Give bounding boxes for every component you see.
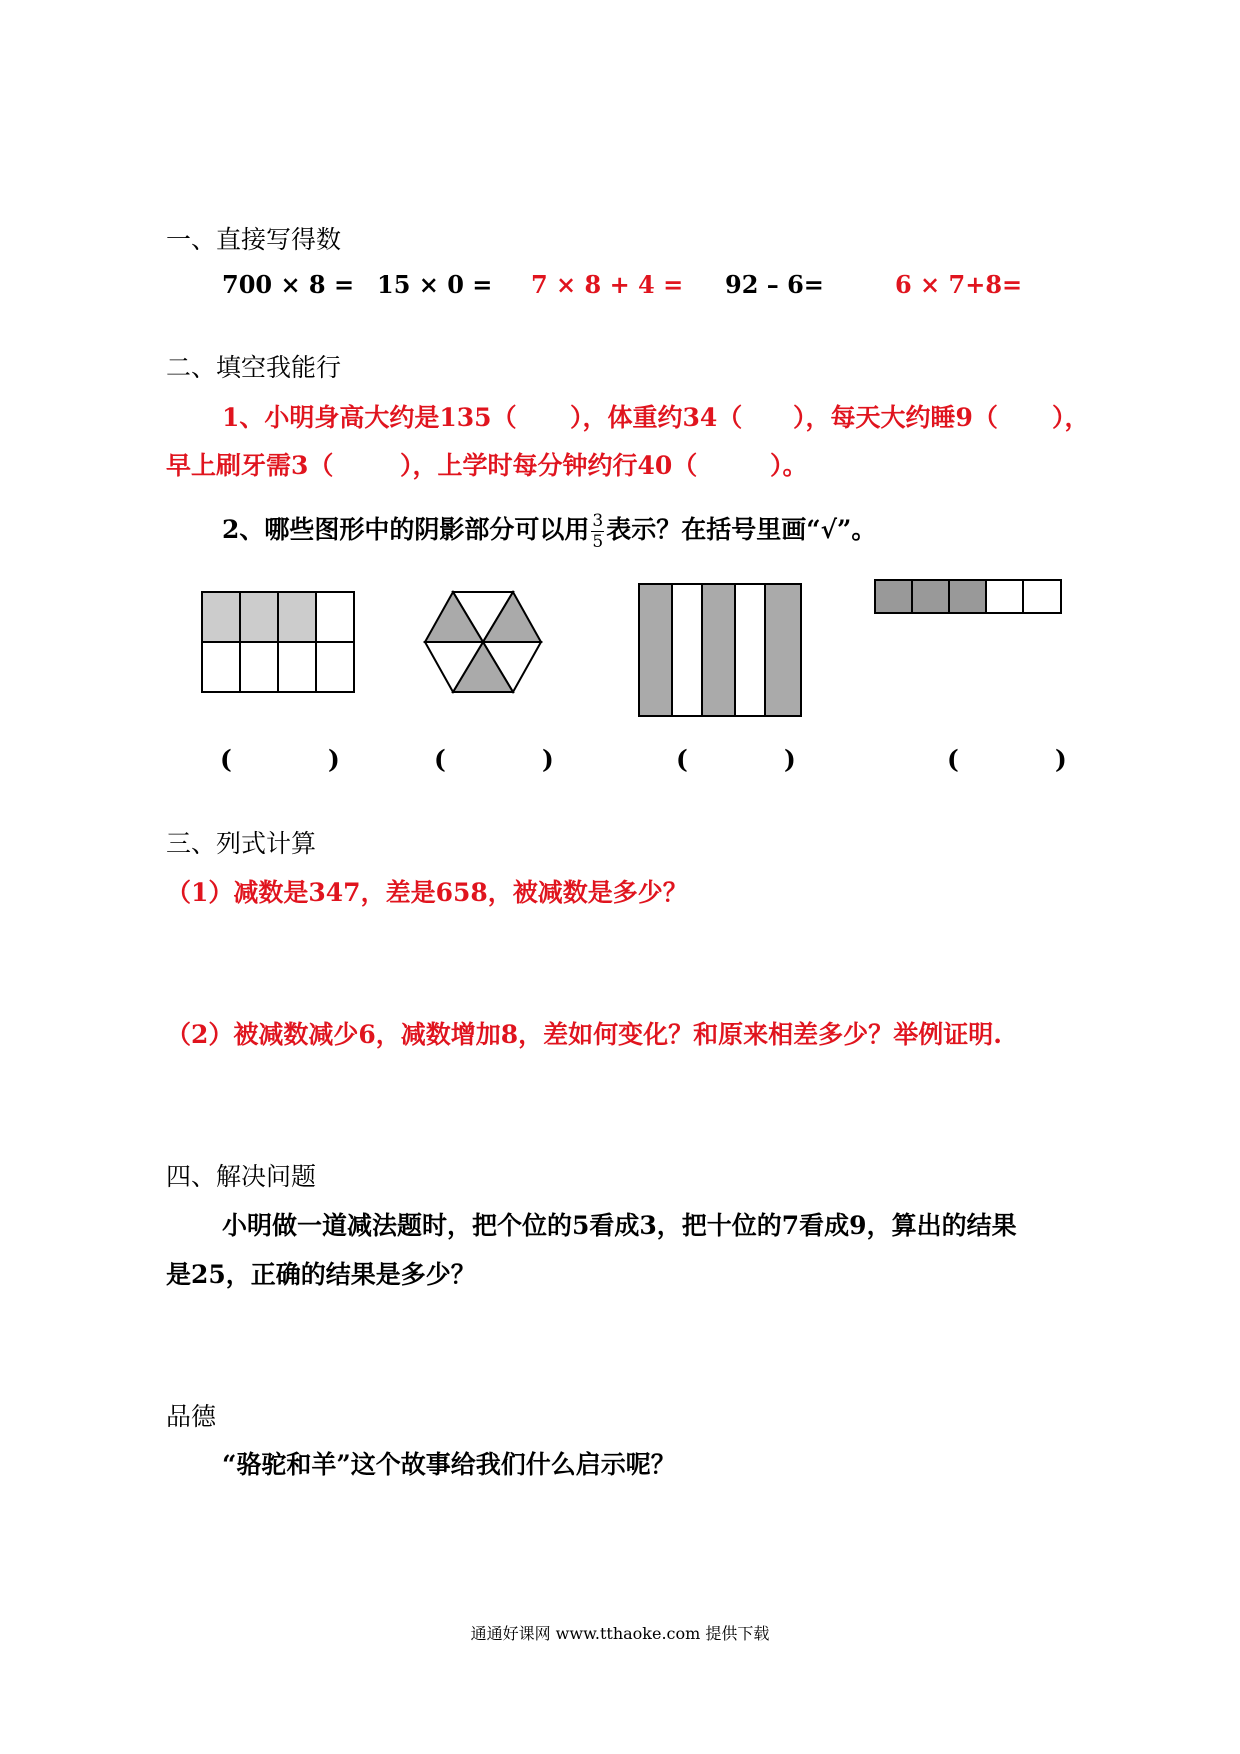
calc-item-5: 6 × 7+8= (895, 270, 1023, 299)
fill-q1-part5: 早上刷牙需3（ (166, 451, 334, 480)
fraction-denominator: 5 (592, 532, 604, 552)
fill-q1-part4: ）， (1052, 403, 1090, 432)
answer-paren-4-close: ) (1055, 745, 1067, 774)
fraction-numerator: 3 (592, 511, 604, 531)
calc-item-3: 7 × 8 + 4 = (531, 270, 684, 299)
answer-paren-2-open: ( (434, 745, 446, 774)
problem-line-2: 是25，正确的结果是多少？ (166, 1260, 476, 1289)
fill-q2-after: 表示？在括号里画“√”。 (606, 515, 877, 544)
answer-paren-3-close: ) (784, 745, 796, 774)
calc-item-2: 15 × 0 = (377, 270, 493, 299)
fraction-three-fifths (591, 511, 604, 552)
answer-paren-2-close: ) (542, 745, 554, 774)
grid-shape (200, 590, 356, 694)
section5-heading: 品德 (166, 1402, 217, 1431)
fill-q1-part3: ），每天大约睡9（ (793, 403, 998, 432)
stripes-shape (637, 582, 803, 718)
fill-q1-part2: ），体重约34（ (570, 403, 743, 432)
calc-q1: （1）减数是347，差是658，被减数是多少？ (166, 878, 688, 907)
calc-item-4: 92 – 6= (725, 270, 824, 299)
section3-heading: 三、列式计算 (166, 829, 317, 858)
footer-text: 通通好课网 www.tthaoke.com 提供下载 (470, 1624, 770, 1643)
calc-item-1: 700 × 8 = (222, 270, 355, 299)
answer-paren-4-open: ( (947, 745, 959, 774)
fill-q2-before: 2、哪些图形中的阴影部分可以用 (222, 515, 590, 544)
section4-heading: 四、解决问题 (166, 1162, 317, 1191)
section2-heading: 二、填空我能行 (166, 353, 342, 382)
fill-q1-part6: ），上学时每分钟约行40（ (400, 451, 698, 480)
fill-q1-part1: 1、小明身高大约是135（ (222, 403, 517, 432)
bar-shape (873, 578, 1063, 615)
fill-q1-part7: ）。 (770, 451, 808, 480)
answer-paren-3-open: ( (676, 745, 688, 774)
hexagon-shape (423, 590, 543, 694)
morality-question: “骆驼和羊”这个故事给我们什么启示呢？ (222, 1450, 676, 1479)
answer-paren-1-close: ) (328, 745, 340, 774)
answer-paren-1-open: ( (220, 745, 232, 774)
problem-line-1: 小明做一道减法题时，把个位的5看成3，把十位的7看成9，算出的结果 (222, 1211, 1017, 1240)
calc-q2: （2）被减数减少6，减数增加8，差如何变化？和原来相差多少？举例证明. (166, 1020, 1002, 1049)
section1-heading: 一、直接写得数 (166, 225, 342, 254)
fill-q2-text (222, 510, 876, 552)
